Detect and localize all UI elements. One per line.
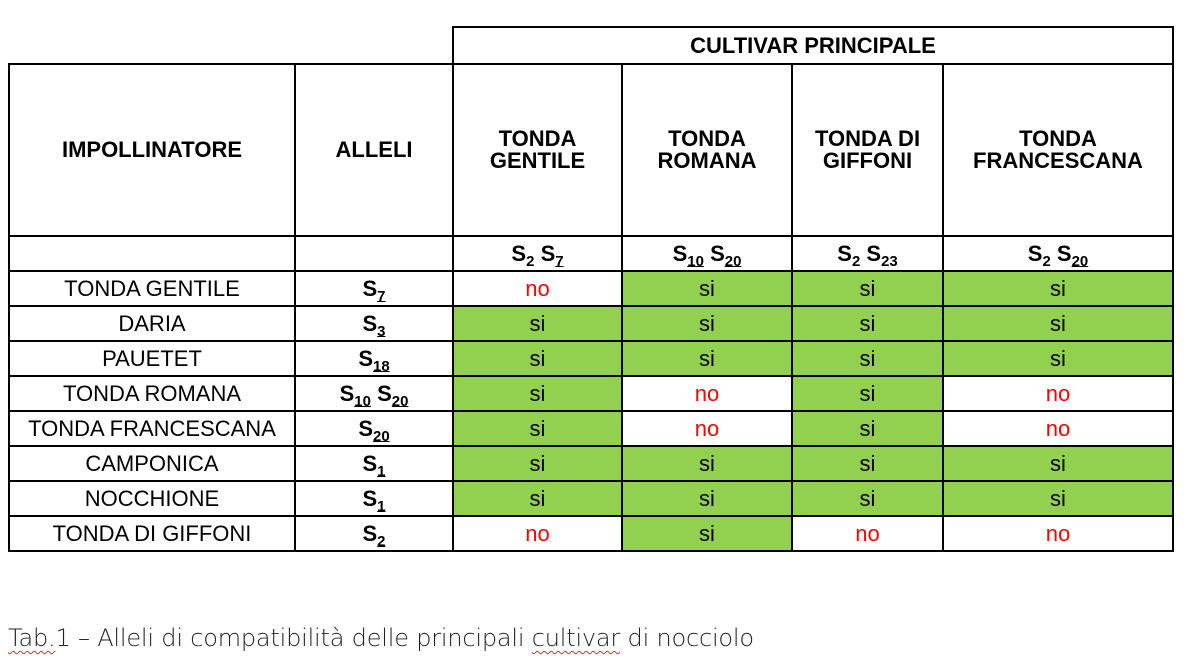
table-caption <box>8 624 754 652</box>
compat-cell-si: si <box>622 341 792 376</box>
allele-letter: S <box>1056 240 1072 266</box>
compat-cell-no: no <box>622 376 792 411</box>
table-row <box>9 271 1173 306</box>
pollinator-allele <box>295 411 453 446</box>
allele-letter: S <box>362 450 378 476</box>
header-cultivar-4: TONDA FRANCESCANA <box>943 64 1173 236</box>
compat-cell-si: si <box>622 516 792 551</box>
compat-cell-si: si <box>453 306 622 341</box>
compat-cell-no: no <box>792 516 943 551</box>
compat-cell-si: si <box>453 376 622 411</box>
pollinator-name: TONDA ROMANA <box>9 376 295 411</box>
blank-corner <box>9 27 453 64</box>
compat-cell-si: si <box>943 481 1173 516</box>
allele-subscript: 18 <box>373 357 390 375</box>
compat-cell-si: si <box>622 446 792 481</box>
pollinator-allele <box>295 306 453 341</box>
allele-letter: S <box>1027 240 1043 266</box>
pollinator-name: TONDA FRANCESCANA <box>9 411 295 446</box>
super-header-cultivar-principale: CULTIVAR PRINCIPALE <box>453 27 1173 64</box>
allele-subscript: 7 <box>377 287 386 305</box>
allele-subscript: 2 <box>526 252 535 270</box>
allele-subscript: 2 <box>851 252 861 270</box>
allele-subscript: 2 <box>377 532 386 550</box>
table-row <box>9 516 1173 551</box>
caption-text: 1 – Alleli di compatibilità delle principali <box>55 624 532 652</box>
allele-letter: S <box>362 310 378 336</box>
pollinator-allele <box>295 271 453 306</box>
allele-subscript: 20 <box>373 427 390 445</box>
compat-cell-si: si <box>943 446 1173 481</box>
allele-letter: S <box>339 380 355 406</box>
header-alleli: ALLELI <box>295 64 453 236</box>
compatibility-table <box>8 26 1174 552</box>
compat-cell-si: si <box>943 271 1173 306</box>
table-row <box>9 446 1173 481</box>
compat-cell-si: si <box>792 481 943 516</box>
allele-letter: S <box>362 520 378 546</box>
cultivar-alleles-4 <box>943 236 1173 271</box>
compat-cell-no: no <box>622 411 792 446</box>
allele-subscript: 20 <box>1071 252 1089 270</box>
compat-cell-si: si <box>622 306 792 341</box>
allele-subscript: 1 <box>377 497 386 515</box>
allele-letter: S <box>358 415 374 441</box>
table-row <box>9 411 1173 446</box>
compat-cell-si: si <box>792 411 943 446</box>
caption-tab: Tab. <box>8 624 56 652</box>
alleles-row-blank-2 <box>295 236 453 271</box>
pollinator-allele <box>295 516 453 551</box>
compat-cell-si: si <box>453 341 622 376</box>
cultivar-alleles-2 <box>622 236 792 271</box>
allele-letter: S <box>837 240 852 266</box>
table-row <box>9 306 1173 341</box>
compat-cell-si: si <box>792 271 943 306</box>
compat-cell-no: no <box>943 376 1173 411</box>
allele-subscript: 2 <box>1042 252 1051 270</box>
table-row <box>9 376 1173 411</box>
pollinator-name: PAUETET <box>9 341 295 376</box>
allele-letter: S <box>362 485 378 511</box>
compat-cell-no: no <box>943 516 1173 551</box>
compat-cell-si: si <box>453 411 622 446</box>
header-cultivar-2: TONDA ROMANA <box>622 64 792 236</box>
header-impollinatore: IMPOLLINATORE <box>9 64 295 236</box>
allele-subscript: 20 <box>391 392 409 410</box>
compat-cell-si: si <box>622 481 792 516</box>
header-cultivar-1: TONDA GENTILE <box>453 64 622 236</box>
allele-letter: S <box>377 380 392 406</box>
pollinator-allele <box>295 446 453 481</box>
pollinator-name: NOCCHIONE <box>9 481 295 516</box>
header-cultivar-3: TONDA DI GIFFONI <box>792 64 943 236</box>
compat-cell-si: si <box>943 306 1173 341</box>
allele-letter: S <box>362 275 378 301</box>
allele-letter: S <box>358 345 374 371</box>
allele-letter: S <box>511 240 527 266</box>
compat-cell-si: si <box>453 481 622 516</box>
allele-letter: S <box>672 240 688 266</box>
alleles-row-blank-1 <box>9 236 295 271</box>
compat-cell-si: si <box>792 341 943 376</box>
allele-subscript: 7 <box>555 252 564 270</box>
table-row <box>9 341 1173 376</box>
allele-subscript: 23 <box>881 252 898 270</box>
compat-cell-si: si <box>792 446 943 481</box>
compat-cell-no: no <box>453 271 622 306</box>
compat-cell-si: si <box>792 306 943 341</box>
pollinator-allele <box>295 376 453 411</box>
cultivar-alleles-3 <box>792 236 943 271</box>
compat-cell-si: si <box>792 376 943 411</box>
allele-subscript: 20 <box>724 252 742 270</box>
allele-subscript: 1 <box>377 462 386 480</box>
allele-letter: S <box>866 240 882 266</box>
allele-letter: S <box>540 240 556 266</box>
compat-cell-si: si <box>622 271 792 306</box>
caption-end: di nocciolo <box>620 624 754 652</box>
pollinator-allele <box>295 481 453 516</box>
pollinator-allele <box>295 341 453 376</box>
compat-cell-no: no <box>453 516 622 551</box>
caption-cultivar: cultivar <box>531 624 621 652</box>
compat-cell-no: no <box>943 411 1173 446</box>
compat-cell-si: si <box>943 341 1173 376</box>
pollinator-name: TONDA DI GIFFONI <box>9 516 295 551</box>
pollinator-name: CAMPONICA <box>9 446 295 481</box>
pollinator-name: TONDA GENTILE <box>9 271 295 306</box>
allele-subscript: 10 <box>354 392 371 410</box>
allele-subscript: 3 <box>377 322 386 340</box>
compat-cell-si: si <box>453 446 622 481</box>
cultivar-alleles-1 <box>453 236 622 271</box>
allele-subscript: 10 <box>687 252 704 270</box>
table-row <box>9 481 1173 516</box>
allele-letter: S <box>710 240 725 266</box>
pollinator-name: DARIA <box>9 306 295 341</box>
